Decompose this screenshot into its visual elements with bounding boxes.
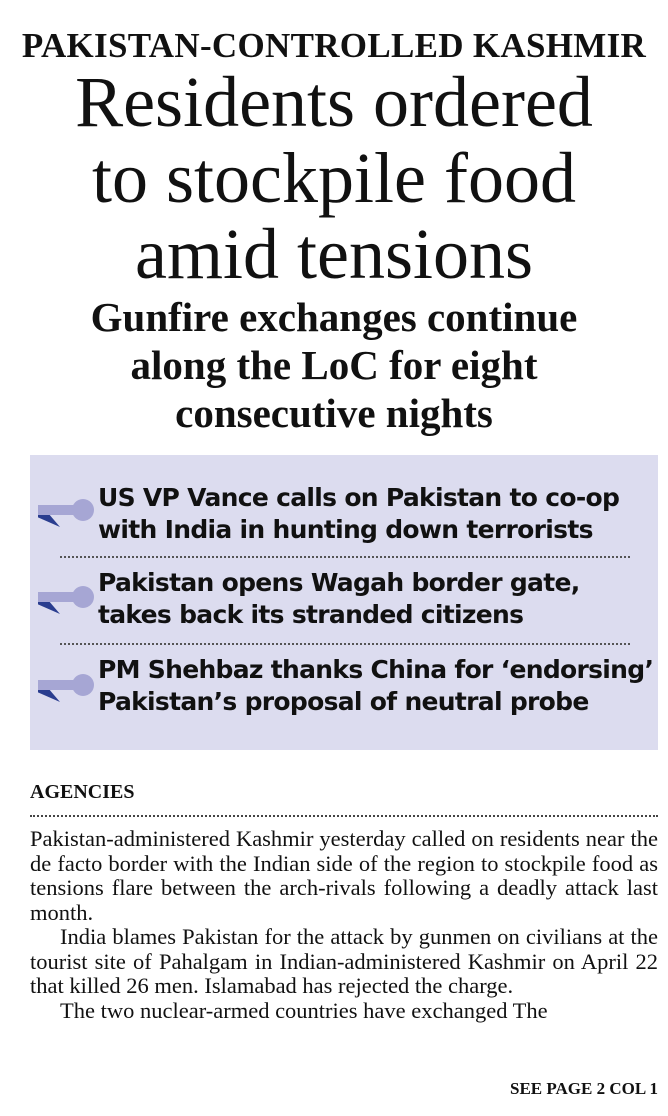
subheadline-line: consecutive nights [175, 390, 493, 436]
subheadline-line: Gunfire exchanges continue [90, 294, 578, 340]
section-kicker: PAKISTAN-CONTROLLED KASHMIR [21, 26, 647, 65]
highlight-item [98, 567, 653, 631]
paragraph: India blames Pakistan for the attack by gunmen on civilians at the tourist site of Pahalgam in Indian-administered Kashmir on April 22 that killed 26 men. Islamabad has rejected the charge. [30, 924, 658, 998]
headline-line: Residents ordered [75, 62, 593, 142]
highlight-line: Pakistan opens Wagah border gate, [98, 568, 580, 597]
headline-line: amid tensions [135, 214, 533, 294]
highlight-line: Pakistan’s proposal of neutral probe [98, 687, 589, 716]
article-body [30, 827, 658, 1023]
subheadline-line: along the LoC for eight [130, 342, 538, 388]
highlight-line: takes back its stranded citizens [98, 600, 524, 629]
paragraph: Pakistan-administered Kashmir yesterday called on residents near the de facto border with the Indian side of the region to stockpile food as tensions flare between the arch-rivals following a deadly attack last month. [30, 826, 658, 925]
headline [0, 64, 668, 292]
continued-jump-line: SEE PAGE 2 COL 1 [510, 1079, 658, 1098]
subheadline [0, 293, 668, 437]
highlight-line: US VP Vance calls on Pakistan to co-op [98, 483, 620, 512]
highlight-item [98, 482, 653, 546]
byline: AGENCIES [30, 781, 135, 803]
dotted-divider [60, 643, 630, 645]
highlights-box [30, 455, 658, 750]
headline-line: to stockpile food [92, 138, 576, 218]
highlight-item [98, 654, 653, 718]
paragraph: The two nuclear-armed countries have exchanged The [60, 997, 548, 1023]
highlight-line: with India in hunting down terrorists [98, 515, 593, 544]
highlight-line: PM Shehbaz thanks China for ‘endorsing’ [98, 655, 654, 684]
dotted-divider [60, 556, 630, 558]
dotted-rule [30, 815, 658, 817]
